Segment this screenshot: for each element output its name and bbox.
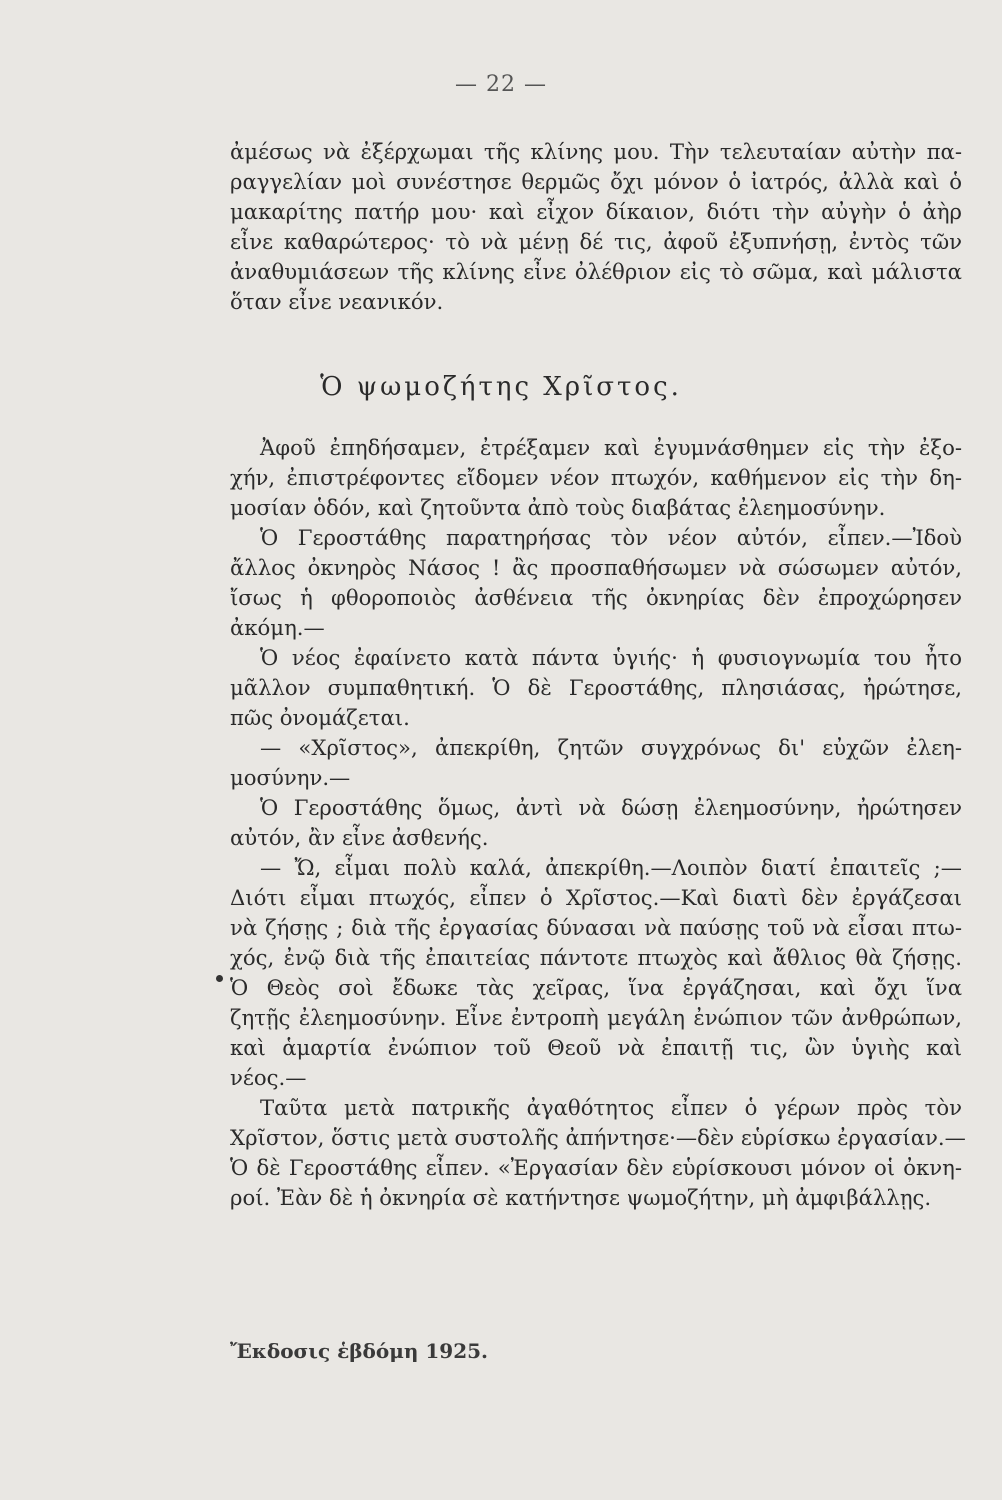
text-line: ἄλλος ὀκνηρὸς Νάσος ! ἂς προσπαθήσωμεν νὰ σώσωμεν αὐτόν,: [230, 555, 962, 580]
text-line: ροί. Ἐὰν δὲ ἡ ὀκνηρία σὲ κατήντησε ψωμοζήτην, μὴ ἀμφιβάλλῃς.: [230, 1185, 932, 1210]
text-line: Ὁ νέος ἐφαίνετο κατὰ πάντα ὑγιής· ἡ φυσιογνωμία του ἦτο: [260, 645, 962, 670]
text-line: νέος.—: [230, 1065, 307, 1090]
text-line: νὰ ζήσῃς ; διὰ τῆς ἐργασίας δύνασαι νὰ παύσῃς τοῦ νὰ εἶσαι πτω-: [230, 915, 962, 940]
text-line: ἀκόμη.—: [230, 615, 325, 640]
text-line: Ὁ δὲ Γεροστάθης εἶπεν. «Ἐργασίαν δὲν εὑρίσκουσι μόνον οἱ ὀκνη-: [230, 1155, 962, 1180]
text-line: — «Χρῖστος», ἀπεκρίθη, ζητῶν συγχρόνως δι' εὐχῶν ἐλεη-: [260, 735, 962, 760]
text-line: ραγγελίαν μοὶ συνέστησε θερμῶς ὄχι μόνον ὁ ἰατρός, ἀλλὰ καὶ ὁ: [230, 169, 962, 194]
page-number: — 22 —: [455, 72, 547, 97]
text-line: Ὁ Θεὸς σοὶ ἔδωκε τὰς χεῖρας, ἵνα ἐργάζησαι, καὶ ὄχι ἵνα: [230, 975, 962, 1000]
text-line: Ὁ Γεροστάθης παρατηρήσας τὸν νέον αὐτόν, εἶπεν.—Ἰδοὺ: [260, 525, 962, 550]
text-line: μοσύνην.—: [230, 765, 351, 790]
edition-note: Ἔκδοσις ἑβδόμη 1925.: [230, 1339, 488, 1363]
text-line: ἀμέσως νὰ ἐξέρχωμαι τῆς κλίνης μου. Τὴν τελευταίαν αὐτὴν πα-: [230, 139, 962, 164]
text-line: καὶ ἁμαρτία ἐνώπιον τοῦ Θεοῦ νὰ ἐπαιτῇ τις, ὢν ὑγιὴς καὶ: [230, 1035, 962, 1060]
text-line: χήν, ἐπιστρέφοντες εἴδομεν νέον πτωχόν, καθήμενον εἰς τὴν δη-: [230, 465, 962, 490]
text-line: αὐτόν, ἂν εἶνε ἀσθενής.: [230, 825, 489, 850]
ink-dot-mark: [216, 975, 223, 982]
text-line: Ἀφοῦ ἐπηδήσαμεν, ἐτρέξαμεν καὶ ἐγυμνάσθημεν εἰς τὴν ἐξο-: [260, 435, 962, 460]
text-line: μοσίαν ὁδόν, καὶ ζητοῦντα ἀπὸ τοὺς διαβάτας ἐλεημοσύνην.: [230, 495, 886, 520]
text-line: μακαρίτης πατήρ μου· καὶ εἶχον δίκαιον, διότι τὴν αὐγὴν ὁ ἀὴρ: [230, 199, 962, 224]
intro-paragraph: [230, 137, 962, 317]
text-line: Ταῦτα μετὰ πατρικῆς ἀγαθότητος εἶπεν ὁ γέρων πρὸς τὸν: [260, 1095, 962, 1120]
text-line: Χρῖστον, ὅστις μετὰ συστολῆς ἀπήντησε·—δὲν εὑρίσκω ἐργασίαν.—: [230, 1125, 966, 1150]
text-line: Διότι εἶμαι πτωχός, εἶπεν ὁ Χρῖστος.—Καὶ διατὶ δὲν ἐργάζεσαι: [230, 885, 962, 910]
text-line: μᾶλλον συμπαθητική. Ὁ δὲ Γεροστάθης, πλησιάσας, ἠρώτησε,: [230, 675, 962, 700]
text-line: Ὁ Γεροστάθης ὅμως, ἀντὶ νὰ δώσῃ ἐλεημοσύνην, ἠρώτησεν: [260, 795, 962, 820]
text-line: — Ὤ, εἶμαι πολὺ καλά, ἀπεκρίθη.—Λοιπὸν διατί ἐπαιτεῖς ;—: [260, 855, 962, 880]
section-heading: Ὁ ψωμοζήτης Χρῖστος.: [320, 372, 682, 402]
text-line: χός, ἐνῷ διὰ τῆς ἐπαιτείας πάντοτε πτωχὸς καὶ ἄθλιος θὰ ζήσῃς.: [230, 945, 962, 970]
text-line: ἀναθυμιάσεων τῆς κλίνης εἶνε ὀλέθριον εἰς τὸ σῶμα, καὶ μάλιστα: [230, 259, 962, 284]
text-line: εἶνε καθαρώτερος· τὸ νὰ μένῃ δέ τις, ἀφοῦ ἐξυπνήσῃ, ἐντὸς τῶν: [230, 229, 962, 254]
text-line: ἴσως ἡ φθοροποιὸς ἀσθένεια τῆς ὀκνηρίας δὲν ἐπροχώρησεν: [230, 585, 962, 610]
main-text: [230, 433, 966, 1213]
text-line: πῶς ὀνομάζεται.: [230, 705, 410, 730]
text-line: ζητῇς ἐλεημοσύνην. Εἶνε ἐντροπὴ μεγάλη ἐνώπιον τῶν ἀνθρώπων,: [230, 1005, 962, 1030]
text-line: ὅταν εἶνε νεανικόν.: [230, 289, 444, 314]
